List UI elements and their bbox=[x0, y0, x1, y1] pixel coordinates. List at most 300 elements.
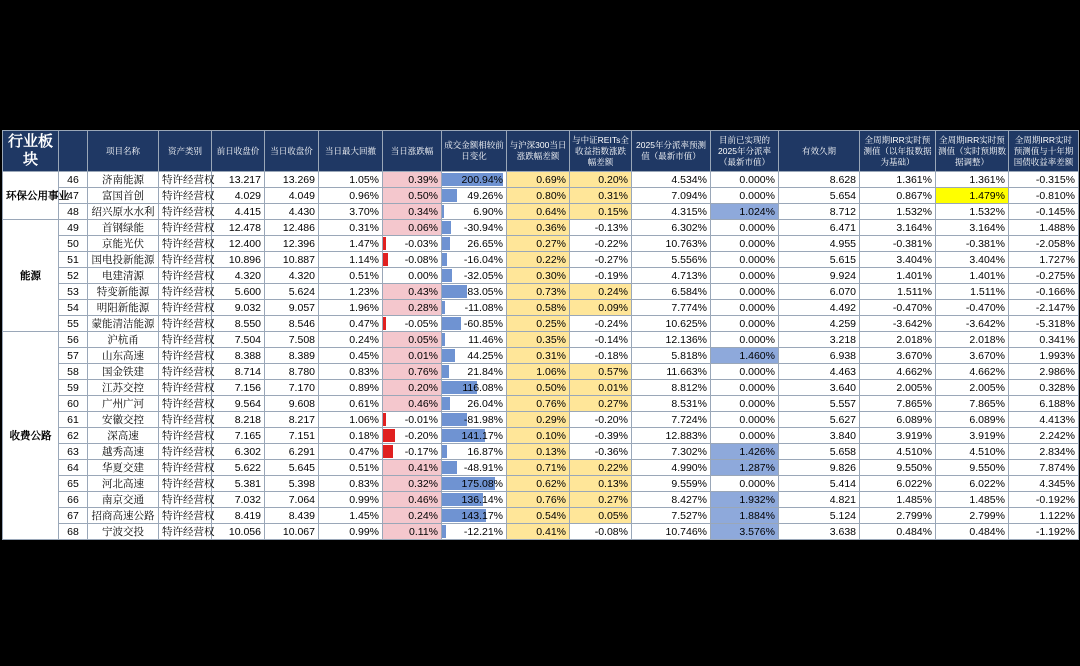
asset-type bbox=[159, 428, 215, 444]
row-index bbox=[59, 300, 88, 316]
dist-2025-pred bbox=[632, 476, 711, 492]
max-drawdown bbox=[319, 172, 383, 188]
prev-close bbox=[212, 220, 265, 236]
table-row bbox=[3, 252, 1079, 268]
row-index bbox=[59, 252, 88, 268]
prev-close-value: 4.320 bbox=[234, 269, 261, 282]
close bbox=[265, 396, 319, 412]
duration-value: 3.218 bbox=[829, 333, 856, 346]
dist-2025-pred bbox=[632, 524, 711, 540]
turnover-change-value: 143.17% bbox=[461, 509, 503, 522]
dist-2025-real-value: 1.426% bbox=[739, 445, 775, 458]
close-value: 7.064 bbox=[288, 493, 315, 506]
irr-base bbox=[860, 220, 936, 236]
duration-value: 3.640 bbox=[829, 381, 856, 394]
duration-value: 5.658 bbox=[829, 445, 856, 458]
prev-close bbox=[212, 316, 265, 332]
irr-vs-bond-value: 6.188% bbox=[1039, 397, 1075, 410]
prev-close-value: 7.032 bbox=[234, 493, 261, 506]
vs-hs300-value: 1.06% bbox=[536, 365, 566, 378]
irr-base-value: -0.470% bbox=[892, 301, 932, 314]
irr-vs-bond bbox=[1009, 172, 1079, 188]
daily-change-value: -0.05% bbox=[404, 317, 438, 330]
dist-2025-pred bbox=[632, 428, 711, 444]
project-name-value: 越秀高速 bbox=[102, 445, 144, 458]
asset-type-value: 特许经营权 bbox=[162, 173, 215, 186]
vs-hs300-value: 0.13% bbox=[536, 445, 566, 458]
vs-reits-value: -0.39% bbox=[594, 429, 628, 442]
irr-vs-bond-value: 1.993% bbox=[1039, 349, 1075, 362]
row-index-value: 53 bbox=[67, 285, 79, 298]
duration-value: 8.628 bbox=[829, 173, 856, 186]
project-name bbox=[88, 284, 159, 300]
close-value: 13.269 bbox=[282, 173, 315, 186]
vs-hs300 bbox=[507, 252, 570, 268]
dist-2025-pred bbox=[632, 236, 711, 252]
vs-reits-value: 0.27% bbox=[598, 397, 628, 410]
vs-hs300-value: 0.71% bbox=[536, 461, 566, 474]
dist-2025-pred-value: 4.990% bbox=[671, 461, 707, 474]
daily-change bbox=[383, 396, 442, 412]
turnover-change bbox=[442, 364, 507, 380]
vs-hs300 bbox=[507, 444, 570, 460]
turnover-bar bbox=[442, 365, 449, 378]
prev-close-value: 9.032 bbox=[234, 301, 261, 314]
turnover-change-value: -60.85% bbox=[463, 317, 503, 330]
project-name bbox=[88, 236, 159, 252]
turnover-bar bbox=[442, 333, 445, 346]
vs-hs300-value: 0.76% bbox=[536, 397, 566, 410]
project-name-value: 河北高速 bbox=[102, 477, 144, 490]
project-name-value: 京能光伏 bbox=[102, 237, 144, 250]
close bbox=[265, 524, 319, 540]
max-drawdown-value: 1.06% bbox=[349, 413, 379, 426]
asset-type-value: 特许经营权 bbox=[162, 349, 215, 362]
table-row bbox=[3, 444, 1079, 460]
asset-type-value: 特许经营权 bbox=[162, 301, 215, 314]
daily-change-value: -0.08% bbox=[404, 253, 438, 266]
irr-base-value: 3.404% bbox=[896, 253, 932, 266]
irr-vs-bond-value: 4.413% bbox=[1039, 413, 1075, 426]
reits-table bbox=[2, 130, 1079, 540]
irr-base-value: -0.381% bbox=[892, 237, 932, 250]
turnover-change bbox=[442, 508, 507, 524]
close bbox=[265, 252, 319, 268]
vs-reits bbox=[570, 268, 632, 284]
vs-hs300 bbox=[507, 316, 570, 332]
row-index bbox=[59, 236, 88, 252]
vs-reits bbox=[570, 476, 632, 492]
table-row bbox=[3, 332, 1079, 348]
vs-hs300-value: 0.58% bbox=[536, 301, 566, 314]
dist-2025-real bbox=[711, 428, 779, 444]
row-index-value: 59 bbox=[67, 381, 79, 394]
vs-hs300 bbox=[507, 284, 570, 300]
prev-close bbox=[212, 444, 265, 460]
duration bbox=[779, 428, 860, 444]
dist-2025-real bbox=[711, 492, 779, 508]
daily-change bbox=[383, 412, 442, 428]
daily-change bbox=[383, 268, 442, 284]
vs-reits bbox=[570, 348, 632, 364]
max-drawdown bbox=[319, 444, 383, 460]
turnover-change-value: -48.91% bbox=[463, 461, 503, 474]
max-drawdown-value: 3.70% bbox=[349, 205, 379, 218]
dist-2025-pred-value: 12.136% bbox=[665, 333, 707, 346]
table-row bbox=[3, 428, 1079, 444]
project-name-value: 深高速 bbox=[107, 429, 139, 442]
duration-value: 5.557 bbox=[829, 397, 856, 410]
table-row bbox=[3, 188, 1079, 204]
irr-adjusted-value: 1.511% bbox=[970, 285, 1005, 298]
dist-2025-real bbox=[711, 316, 779, 332]
turnover-bar bbox=[442, 237, 450, 250]
duration bbox=[779, 236, 860, 252]
irr-vs-bond bbox=[1009, 300, 1079, 316]
dist-2025-real bbox=[711, 412, 779, 428]
row-index bbox=[59, 396, 88, 412]
dist-2025-pred-value: 8.427% bbox=[671, 493, 707, 506]
daily-change bbox=[383, 348, 442, 364]
irr-vs-bond-value: -0.145% bbox=[1035, 205, 1075, 218]
turnover-change bbox=[442, 460, 507, 476]
dist-2025-real-value: 0.000% bbox=[739, 237, 775, 250]
dist-2025-real bbox=[711, 476, 779, 492]
turnover-bar bbox=[442, 205, 444, 218]
dist-2025-real-value: 3.576% bbox=[739, 525, 775, 538]
dist-2025-real-value: 0.000% bbox=[739, 253, 775, 266]
irr-adjusted bbox=[936, 236, 1009, 252]
project-name bbox=[88, 316, 159, 332]
asset-type bbox=[159, 188, 215, 204]
dist-2025-pred bbox=[632, 284, 711, 300]
duration bbox=[779, 300, 860, 316]
asset-type bbox=[159, 220, 215, 236]
irr-vs-bond bbox=[1009, 332, 1079, 348]
dist-2025-real-value: 0.000% bbox=[739, 189, 775, 202]
vs-hs300 bbox=[507, 188, 570, 204]
daily-change bbox=[383, 300, 442, 316]
asset-type-value: 特许经营权 bbox=[162, 221, 215, 234]
table-row bbox=[3, 204, 1079, 220]
prev-close-value: 6.302 bbox=[234, 445, 261, 458]
irr-vs-bond bbox=[1009, 396, 1079, 412]
irr-base bbox=[860, 492, 936, 508]
turnover-change bbox=[442, 220, 507, 236]
row-index-value: 54 bbox=[67, 301, 79, 314]
project-name-value: 山东高速 bbox=[102, 349, 144, 362]
row-index bbox=[59, 172, 88, 188]
daily-change bbox=[383, 204, 442, 220]
daily-change bbox=[383, 220, 442, 236]
vs-hs300 bbox=[507, 412, 570, 428]
duration-value: 5.627 bbox=[829, 413, 856, 426]
negative-change-bar bbox=[383, 317, 386, 330]
vs-reits bbox=[570, 380, 632, 396]
vs-hs300 bbox=[507, 172, 570, 188]
vs-reits-value: 0.15% bbox=[598, 205, 628, 218]
asset-type bbox=[159, 476, 215, 492]
max-drawdown-value: 0.31% bbox=[349, 221, 379, 234]
max-drawdown-value: 0.47% bbox=[349, 445, 379, 458]
close bbox=[265, 380, 319, 396]
prev-close-value: 7.156 bbox=[234, 381, 261, 394]
max-drawdown bbox=[319, 380, 383, 396]
irr-base bbox=[860, 412, 936, 428]
dist-2025-real bbox=[711, 300, 779, 316]
dist-2025-real-value: 0.000% bbox=[739, 365, 775, 378]
vs-reits-value: 0.09% bbox=[598, 301, 628, 314]
irr-base-value: 7.865% bbox=[896, 397, 932, 410]
prev-close bbox=[212, 380, 265, 396]
row-index-value: 67 bbox=[67, 509, 79, 522]
asset-type-value: 特许经营权 bbox=[162, 493, 215, 506]
vs-reits-value: 0.13% bbox=[598, 477, 628, 490]
irr-vs-bond bbox=[1009, 268, 1079, 284]
dist-2025-real bbox=[711, 268, 779, 284]
daily-change bbox=[383, 316, 442, 332]
daily-change-value: -0.03% bbox=[404, 237, 438, 250]
row-index-value: 55 bbox=[67, 317, 79, 330]
close-value: 9.057 bbox=[288, 301, 315, 314]
turnover-change-value: 21.84% bbox=[467, 365, 503, 378]
vs-reits bbox=[570, 492, 632, 508]
dist-2025-pred-value: 6.584% bbox=[671, 285, 707, 298]
turnover-change-value: 141.17% bbox=[461, 429, 503, 442]
irr-vs-bond-value: -0.166% bbox=[1035, 285, 1075, 298]
irr-adjusted-value: -3.642% bbox=[965, 317, 1005, 330]
irr-adjusted bbox=[936, 460, 1009, 476]
vs-hs300-value: 0.73% bbox=[536, 285, 566, 298]
close-value: 4.430 bbox=[288, 205, 315, 218]
irr-base bbox=[860, 348, 936, 364]
header-max-drawdown: 当日最大回撤 bbox=[319, 131, 383, 172]
irr-adjusted-value: 1.361% bbox=[969, 173, 1005, 186]
dist-2025-real-value: 0.000% bbox=[739, 317, 775, 330]
max-drawdown bbox=[319, 412, 383, 428]
daily-change-value: 0.76% bbox=[408, 365, 438, 378]
dist-2025-pred-value: 7.774% bbox=[671, 301, 707, 314]
irr-adjusted bbox=[936, 268, 1009, 284]
close bbox=[265, 412, 319, 428]
daily-change-value: 0.34% bbox=[408, 205, 438, 218]
vs-reits bbox=[570, 412, 632, 428]
turnover-change-value: 16.87% bbox=[467, 445, 503, 458]
irr-vs-bond-value: -0.315% bbox=[1035, 173, 1075, 186]
daily-change-value: 0.46% bbox=[408, 397, 438, 410]
dist-2025-pred-value: 7.724% bbox=[671, 413, 707, 426]
max-drawdown-value: 0.18% bbox=[349, 429, 379, 442]
dist-2025-pred bbox=[632, 364, 711, 380]
turnover-change bbox=[442, 428, 507, 444]
project-name-value: 南京交通 bbox=[102, 493, 144, 506]
vs-hs300-value: 0.76% bbox=[536, 493, 566, 506]
dist-2025-pred bbox=[632, 412, 711, 428]
vs-reits bbox=[570, 284, 632, 300]
dist-2025-pred-value: 7.094% bbox=[671, 189, 707, 202]
dist-2025-real bbox=[711, 348, 779, 364]
irr-vs-bond-value: -1.192% bbox=[1035, 525, 1075, 538]
irr-adjusted bbox=[936, 380, 1009, 396]
dist-2025-pred bbox=[632, 348, 711, 364]
max-drawdown bbox=[319, 316, 383, 332]
max-drawdown-value: 0.51% bbox=[349, 269, 379, 282]
vs-hs300-value: 0.25% bbox=[536, 317, 566, 330]
row-index bbox=[59, 444, 88, 460]
dist-2025-real bbox=[711, 380, 779, 396]
header-duration: 有效久期 bbox=[779, 131, 860, 172]
close bbox=[265, 284, 319, 300]
vs-reits bbox=[570, 236, 632, 252]
turnover-change bbox=[442, 236, 507, 252]
asset-type-value: 特许经营权 bbox=[162, 237, 215, 250]
dist-2025-pred bbox=[632, 172, 711, 188]
turnover-change-value: -11.08% bbox=[464, 301, 503, 314]
row-index-value: 57 bbox=[67, 349, 79, 362]
project-name bbox=[88, 476, 159, 492]
vs-reits bbox=[570, 172, 632, 188]
dist-2025-pred-value: 8.531% bbox=[671, 397, 707, 410]
asset-type bbox=[159, 492, 215, 508]
row-index-value: 62 bbox=[67, 429, 79, 442]
turnover-bar bbox=[442, 301, 445, 314]
prev-close-value: 7.504 bbox=[234, 333, 261, 346]
close bbox=[265, 476, 319, 492]
dist-2025-pred bbox=[632, 460, 711, 476]
dist-2025-pred bbox=[632, 220, 711, 236]
irr-adjusted-value: 3.164% bbox=[969, 221, 1005, 234]
asset-type-value: 特许经营权 bbox=[162, 429, 215, 442]
max-drawdown bbox=[319, 364, 383, 380]
daily-change-value: -0.01% bbox=[404, 413, 438, 426]
project-name-value: 宁波交投 bbox=[102, 525, 144, 538]
project-name-value: 华夏交建 bbox=[102, 461, 144, 474]
project-name bbox=[88, 492, 159, 508]
daily-change bbox=[383, 332, 442, 348]
vs-hs300 bbox=[507, 524, 570, 540]
max-drawdown bbox=[319, 268, 383, 284]
close-value: 8.439 bbox=[288, 509, 315, 522]
max-drawdown bbox=[319, 492, 383, 508]
turnover-change bbox=[442, 188, 507, 204]
duration-value: 5.124 bbox=[829, 509, 856, 522]
turnover-change-value: 116.08% bbox=[462, 381, 503, 394]
duration-value: 6.070 bbox=[829, 285, 856, 298]
dist-2025-pred-value: 8.812% bbox=[671, 381, 707, 394]
irr-vs-bond bbox=[1009, 284, 1079, 300]
row-index-value: 47 bbox=[67, 189, 79, 202]
close-value: 8.780 bbox=[288, 365, 315, 378]
max-drawdown-value: 0.45% bbox=[349, 349, 379, 362]
header-irr-adj: 全周期IRR实时预测值（实时预期数据调整） bbox=[936, 131, 1009, 172]
row-index bbox=[59, 220, 88, 236]
dist-2025-real-value: 0.000% bbox=[739, 429, 775, 442]
turnover-change bbox=[442, 524, 507, 540]
max-drawdown-value: 1.45% bbox=[349, 509, 379, 522]
dist-2025-pred-value: 4.315% bbox=[671, 205, 707, 218]
vs-hs300 bbox=[507, 204, 570, 220]
irr-base bbox=[860, 204, 936, 220]
irr-adjusted-value: 3.404% bbox=[969, 253, 1005, 266]
daily-change-value: 0.01% bbox=[408, 349, 438, 362]
close bbox=[265, 444, 319, 460]
irr-vs-bond-value: -0.810% bbox=[1035, 189, 1075, 202]
table-row bbox=[3, 220, 1079, 236]
asset-type bbox=[159, 204, 215, 220]
prev-close bbox=[212, 524, 265, 540]
irr-vs-bond bbox=[1009, 492, 1079, 508]
prev-close-value: 9.564 bbox=[234, 397, 261, 410]
daily-change-value: 0.00% bbox=[408, 269, 438, 282]
header-sector: 行业板块 bbox=[3, 131, 59, 172]
vs-reits-value: 0.27% bbox=[598, 493, 628, 506]
asset-type-value: 特许经营权 bbox=[162, 445, 215, 458]
table-row bbox=[3, 172, 1079, 188]
prev-close bbox=[212, 268, 265, 284]
vs-reits-value: 0.24% bbox=[598, 285, 628, 298]
daily-change-value: 0.05% bbox=[408, 333, 438, 346]
turnover-change-value: 6.90% bbox=[473, 205, 503, 218]
asset-type bbox=[159, 236, 215, 252]
turnover-bar bbox=[442, 285, 467, 298]
irr-adjusted-value: 4.510% bbox=[969, 445, 1005, 458]
max-drawdown-value: 1.47% bbox=[349, 237, 379, 250]
header-change: 当日涨跌幅 bbox=[383, 131, 442, 172]
irr-adjusted bbox=[936, 524, 1009, 540]
header-vs-hs300: 与沪深300当日涨跌幅差额 bbox=[507, 131, 570, 172]
asset-type-value: 特许经营权 bbox=[162, 333, 215, 346]
vs-hs300-value: 0.29% bbox=[536, 413, 566, 426]
dist-2025-pred bbox=[632, 396, 711, 412]
duration-value: 6.471 bbox=[829, 221, 856, 234]
max-drawdown bbox=[319, 332, 383, 348]
vs-hs300 bbox=[507, 364, 570, 380]
vs-reits bbox=[570, 428, 632, 444]
project-name-value: 首钢绿能 bbox=[102, 221, 144, 234]
project-name bbox=[88, 188, 159, 204]
vs-reits-value: -0.08% bbox=[594, 525, 628, 538]
table-row bbox=[3, 460, 1079, 476]
dist-2025-pred-value: 7.527% bbox=[671, 509, 707, 522]
dist-2025-real-value: 0.000% bbox=[739, 381, 775, 394]
vs-reits bbox=[570, 252, 632, 268]
irr-adjusted bbox=[936, 252, 1009, 268]
vs-reits bbox=[570, 204, 632, 220]
prev-close bbox=[212, 476, 265, 492]
close bbox=[265, 364, 319, 380]
dist-2025-real bbox=[711, 204, 779, 220]
dist-2025-real bbox=[711, 444, 779, 460]
irr-adjusted-value: 7.865% bbox=[969, 397, 1005, 410]
project-name bbox=[88, 348, 159, 364]
dist-2025-pred bbox=[632, 268, 711, 284]
prev-close-value: 5.622 bbox=[234, 461, 261, 474]
close bbox=[265, 316, 319, 332]
asset-type bbox=[159, 524, 215, 540]
irr-adjusted-value: 6.022% bbox=[969, 477, 1005, 490]
prev-close bbox=[212, 492, 265, 508]
close-value: 9.608 bbox=[288, 397, 315, 410]
header-irr-vs-bond: 全周期IRR实时预测值与十年期国债收益率差额 bbox=[1009, 131, 1079, 172]
vs-hs300-value: 0.50% bbox=[536, 381, 566, 394]
turnover-bar bbox=[442, 189, 457, 202]
dist-2025-pred bbox=[632, 492, 711, 508]
negative-change-bar bbox=[383, 237, 386, 250]
vs-reits-value: 0.22% bbox=[598, 461, 628, 474]
duration-value: 4.492 bbox=[829, 301, 856, 314]
vs-reits-value: -0.24% bbox=[594, 317, 628, 330]
table-row bbox=[3, 348, 1079, 364]
